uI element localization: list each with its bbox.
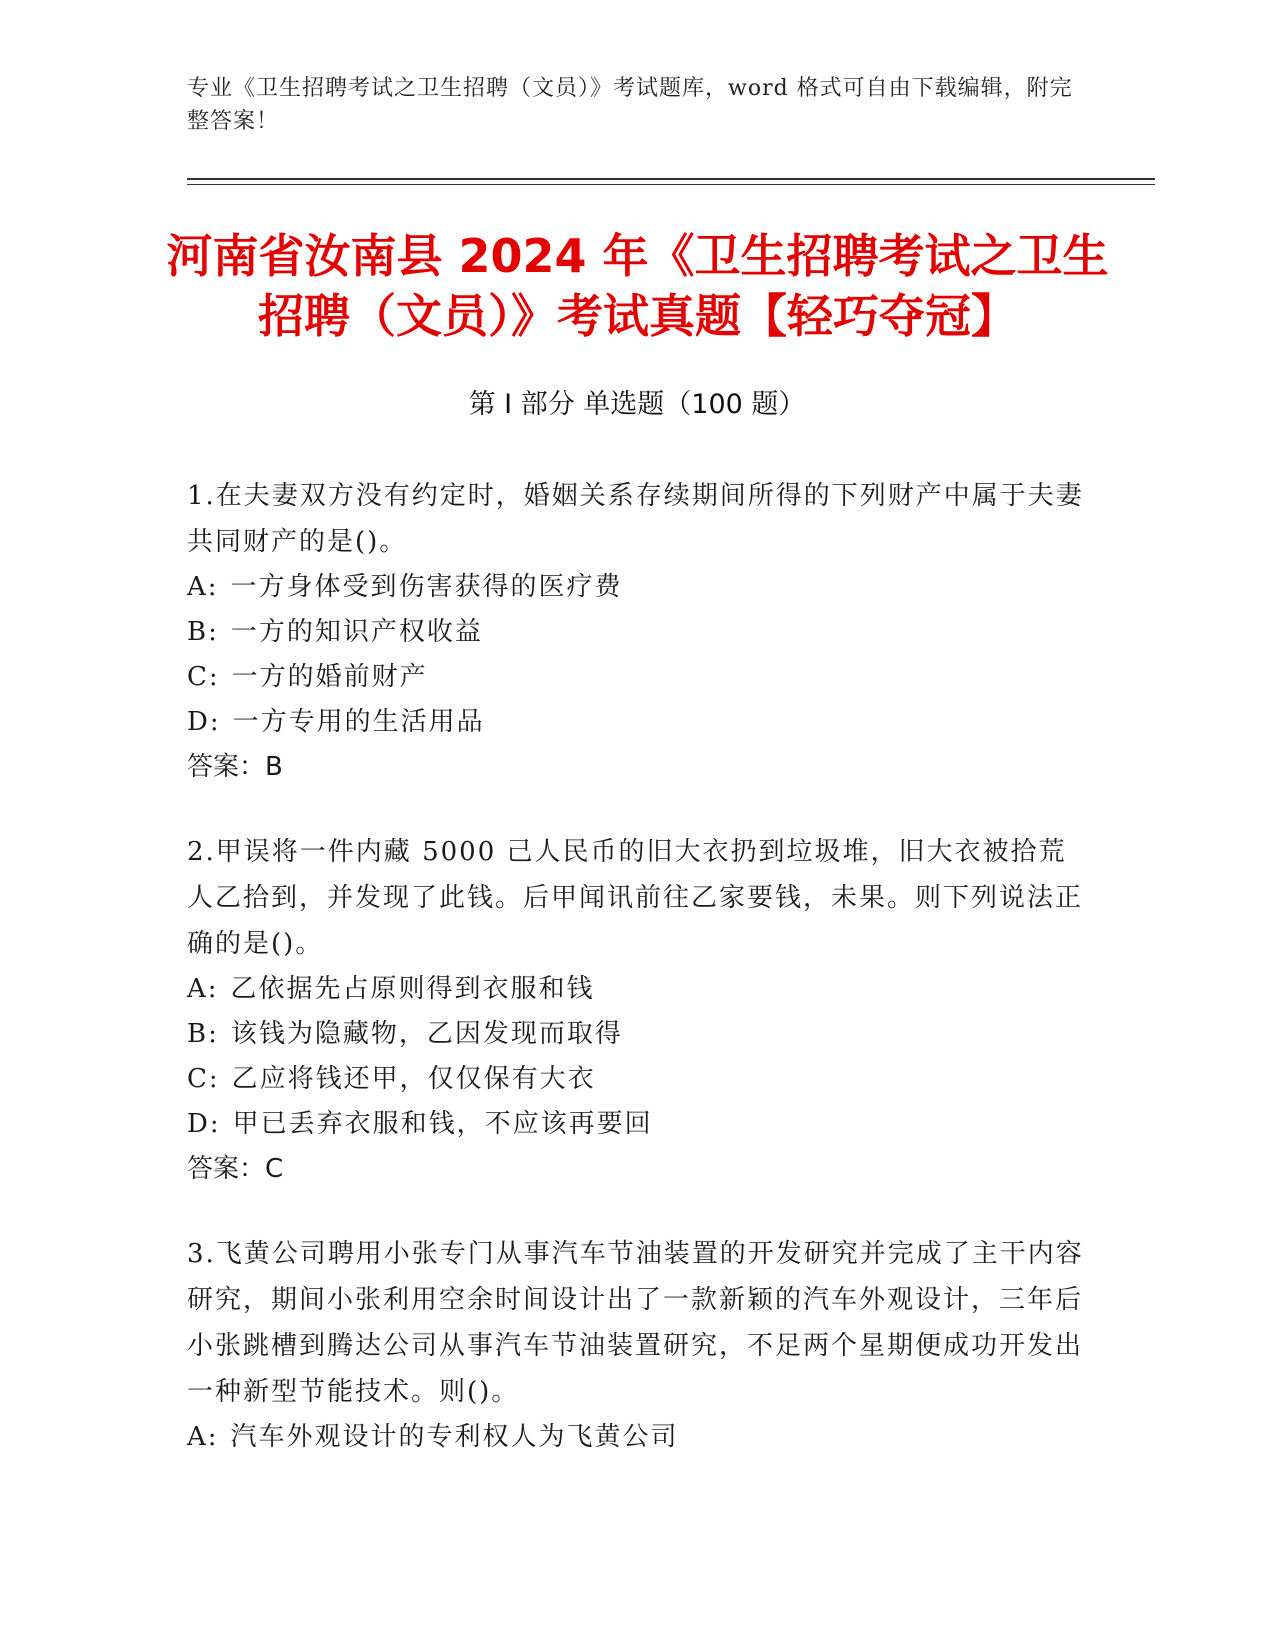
- option-text: 一方身体受到伤害获得的医疗费: [230, 572, 623, 602]
- option-key: D:: [187, 707, 221, 737]
- header-divider-thin: [187, 184, 1155, 185]
- option-c: [187, 1057, 1087, 1102]
- document-title-line-2: 招聘（文员）》考试真题【轻巧夺冠】: [258, 289, 1017, 343]
- option-text: 乙应将钱还甲，仅仅保有大衣: [231, 1064, 596, 1094]
- answer: 答案：C: [187, 1154, 284, 1184]
- question-stem: 2.甲误将一件内藏 5000 己人民币的旧大衣扔到垃圾堆，旧大衣被拾荒人乙拾到，并发现了此钱。后甲闻讯前往乙家要钱，未果。则下列说法正确的是()。: [187, 837, 1084, 959]
- header-note: 专业《卫生招聘考试之卫生招聘（文员）》考试题库，word 格式可自由下载编辑，附完整答案！: [187, 76, 1073, 134]
- option-key: C:: [187, 662, 220, 692]
- option-text: 一方专用的生活用品: [232, 707, 485, 737]
- option-a: [187, 967, 1087, 1012]
- question-3: [187, 1231, 1087, 1460]
- option-c: [187, 655, 1087, 700]
- question-stem: 3.飞黄公司聘用小张专门从事汽车节油装置的开发研究并完成了主干内容研究，期间小张利用空余时间设计出了一款新颖的汽车外观设计，三年后小张跳槽到腾达公司从事汽车节油装置研究，不足两个星期便成功开发出一种新型节能技术。则()。: [187, 1239, 1084, 1407]
- option-a: [187, 565, 1087, 610]
- option-key: A:: [187, 1422, 219, 1452]
- question-2: [187, 829, 1087, 1191]
- document-title: [150, 226, 1125, 346]
- option-a: [187, 1415, 1087, 1460]
- option-d: [187, 1102, 1087, 1147]
- option-b: [187, 1012, 1087, 1057]
- option-text: 一方的婚前财产: [231, 662, 428, 692]
- option-text: 一方的知识产权收益: [230, 617, 483, 647]
- question-list: [187, 473, 1087, 1500]
- document-title-line-1: 河南省汝南县 2024 年《卫生招聘考试之卫生: [166, 229, 1109, 283]
- answer: 答案：B: [187, 752, 283, 782]
- option-key: A:: [187, 572, 219, 602]
- question-stem: 1.在夫妻双方没有约定时，婚姻关系存续期间所得的下列财产中属于夫妻共同财产的是()。: [187, 481, 1084, 557]
- option-text: 甲已丢弃衣服和钱，不应该再要回: [232, 1109, 653, 1139]
- option-b: [187, 610, 1087, 655]
- section-title: 第 I 部分 单选题（100 题）: [468, 389, 806, 420]
- option-text: 汽车外观设计的专利权人为飞黄公司: [230, 1422, 679, 1452]
- option-key: B:: [187, 1019, 219, 1049]
- option-d: [187, 700, 1087, 745]
- option-key: B:: [187, 617, 219, 647]
- header-divider-thick: [187, 178, 1155, 180]
- option-text: 乙依据先占原则得到衣服和钱: [230, 974, 595, 1004]
- option-key: A:: [187, 974, 219, 1004]
- option-key: C:: [187, 1064, 220, 1094]
- question-1: [187, 473, 1087, 789]
- option-key: D:: [187, 1109, 221, 1139]
- option-text: 该钱为隐藏物，乙因发现而取得: [230, 1019, 623, 1049]
